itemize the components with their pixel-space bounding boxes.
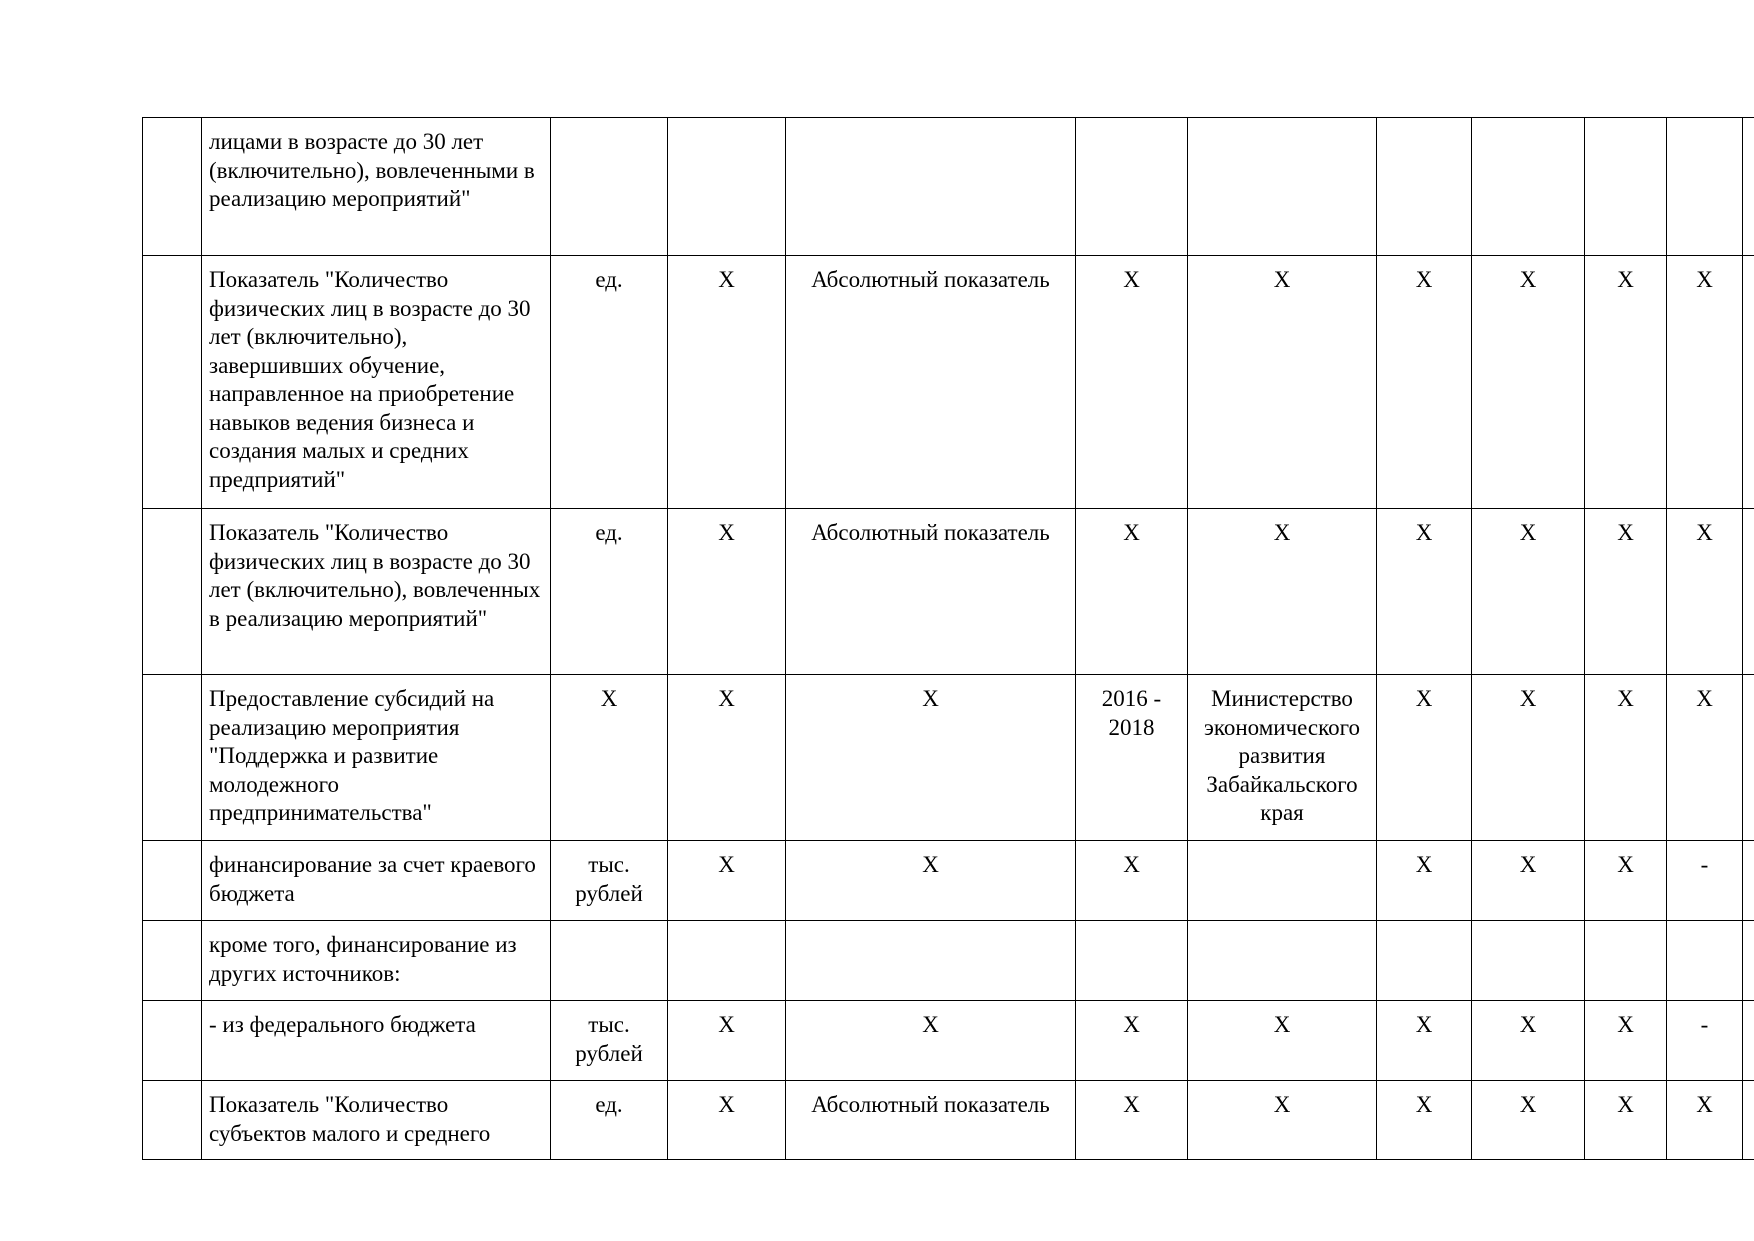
table-cell <box>1377 921 1472 1001</box>
period-cell: X <box>1076 1001 1188 1081</box>
table-cell <box>1472 921 1585 1001</box>
table-row <box>143 841 1754 921</box>
unit-cell <box>551 118 668 256</box>
table-cell <box>786 921 1076 1001</box>
row-number-cell <box>143 509 202 675</box>
table-cell: X <box>668 1081 786 1160</box>
responsible-cell: X <box>1188 1001 1377 1081</box>
table-cell: X <box>668 256 786 509</box>
table-row <box>143 921 1754 1001</box>
table-cell: Абсолютный показатель <box>786 1081 1076 1160</box>
table-cell <box>1743 118 1754 256</box>
table-cell <box>1743 921 1754 1001</box>
table-cell: X <box>786 675 1076 841</box>
responsible-cell <box>1188 118 1377 256</box>
responsible-cell: X <box>1188 256 1377 509</box>
table-cell: X <box>1377 1001 1472 1081</box>
table-row <box>143 675 1754 841</box>
table-row <box>143 118 1754 256</box>
unit-cell: ед. <box>551 1081 668 1160</box>
table-cell: X <box>668 675 786 841</box>
unit-cell: X <box>551 675 668 841</box>
table-row <box>143 256 1754 509</box>
table-cell <box>668 921 786 1001</box>
indicator-name-cell: Показатель "Количество физических лиц в возрасте до 30 лет (включительно), завершивших обучение, направленное на приобретение навыков ведения бизнеса и создания малых и средних предприятий" <box>202 256 551 509</box>
row-number-cell <box>143 1001 202 1081</box>
table-row <box>143 1001 1754 1081</box>
row-number-cell <box>143 1081 202 1160</box>
table-cell: X <box>1667 1081 1743 1160</box>
table-cell: X <box>1585 841 1667 921</box>
indicator-name-cell: Показатель "Количество физических лиц в возрасте до 30 лет (включительно), вовлеченных в реализацию мероприятий" <box>202 509 551 675</box>
row-number-cell <box>143 675 202 841</box>
period-cell: 2016 - 2018 <box>1076 675 1188 841</box>
table-cell: X <box>668 509 786 675</box>
unit-cell: тыс. рублей <box>551 1001 668 1081</box>
table-cell: X <box>1667 509 1743 675</box>
responsible-cell: X <box>1188 1081 1377 1160</box>
table-cell: X <box>1667 256 1743 509</box>
table-cell <box>1377 118 1472 256</box>
table-cell: X <box>1377 841 1472 921</box>
table-cell <box>1743 841 1754 921</box>
unit-cell <box>551 921 668 1001</box>
row-number-cell <box>143 841 202 921</box>
table-cell: X <box>668 1001 786 1081</box>
row-number-cell <box>143 921 202 1001</box>
indicator-name-cell: финансирование за счет краевого бюджета <box>202 841 551 921</box>
table-cell <box>1743 1001 1754 1081</box>
period-cell: X <box>1076 1081 1188 1160</box>
responsible-cell <box>1188 841 1377 921</box>
indicator-name-cell: Предоставление субсидий на реализацию мероприятия "Поддержка и развитие молодежного предпринимательства" <box>202 675 551 841</box>
period-cell: X <box>1076 509 1188 675</box>
row-number-cell <box>143 256 202 509</box>
table-cell: X <box>1585 1081 1667 1160</box>
table-cell: X <box>786 841 1076 921</box>
table-cell: X <box>1472 1001 1585 1081</box>
table-cell: Абсолютный показатель <box>786 509 1076 675</box>
table-cell <box>1743 675 1754 841</box>
row-number-cell <box>143 118 202 256</box>
table-cell: X <box>1377 1081 1472 1160</box>
period-cell: X <box>1076 256 1188 509</box>
table-cell: X <box>1472 675 1585 841</box>
table-row <box>143 509 1754 675</box>
table-cell <box>1667 921 1743 1001</box>
table-cell <box>1585 118 1667 256</box>
table-cell: X <box>1472 509 1585 675</box>
table-cell: X <box>1472 1081 1585 1160</box>
program-indicators-table <box>142 117 1754 1160</box>
period-cell <box>1076 118 1188 256</box>
table-cell: - <box>1667 841 1743 921</box>
table-cell <box>786 118 1076 256</box>
table-cell: X <box>668 841 786 921</box>
responsible-cell <box>1188 921 1377 1001</box>
table-row <box>143 1081 1754 1160</box>
table-cell <box>1667 118 1743 256</box>
table-cell: X <box>786 1001 1076 1081</box>
table-cell <box>1585 921 1667 1001</box>
indicator-name-cell: - из федерального бюджета <box>202 1001 551 1081</box>
table-cell: X <box>1472 841 1585 921</box>
indicator-name-cell: Показатель "Количество субъектов малого и среднего <box>202 1081 551 1160</box>
responsible-cell: X <box>1188 509 1377 675</box>
table-cell: X <box>1377 256 1472 509</box>
indicator-name-cell: кроме того, финансирование из других источников: <box>202 921 551 1001</box>
table-cell: X <box>1585 1001 1667 1081</box>
table-cell: X <box>1377 675 1472 841</box>
indicator-name-cell: лицами в возрасте до 30 лет (включительно), вовлеченными в реализацию мероприятий" <box>202 118 551 256</box>
table-cell <box>1743 1081 1754 1160</box>
table-cell: X <box>1377 509 1472 675</box>
responsible-cell: Министерство экономического развития Забайкальского края <box>1188 675 1377 841</box>
period-cell: X <box>1076 841 1188 921</box>
table-cell: - <box>1667 1001 1743 1081</box>
table-cell <box>668 118 786 256</box>
unit-cell: ед. <box>551 509 668 675</box>
table-cell: X <box>1667 675 1743 841</box>
table-cell: X <box>1585 256 1667 509</box>
period-cell <box>1076 921 1188 1001</box>
table-cell: Абсолютный показатель <box>786 256 1076 509</box>
table-cell <box>1743 509 1754 675</box>
table-cell <box>1472 118 1585 256</box>
table-cell <box>1743 256 1754 509</box>
table-cell: X <box>1472 256 1585 509</box>
table-cell: X <box>1585 675 1667 841</box>
unit-cell: ед. <box>551 256 668 509</box>
unit-cell: тыс. рублей <box>551 841 668 921</box>
table-cell: X <box>1585 509 1667 675</box>
